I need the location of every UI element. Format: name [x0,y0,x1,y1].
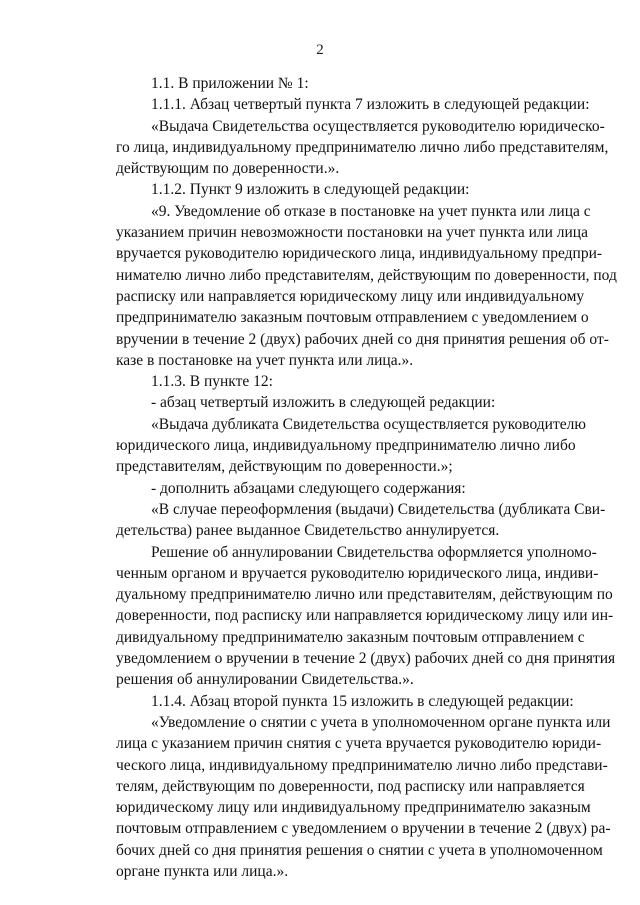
text-line: ческого лица, индивидуальному предпринимателю лично либо представи- [116,756,608,774]
text-line: 1.1. В приложении № 1: [151,75,309,92]
text-line: расписку или направляется юридическому лицу или индивидуальному [116,287,585,305]
text-line: решения об аннулировании Свидетельства.». [116,671,414,689]
text-line: бочих дней со дня принятия решения о снятии с учета в уполномоченном [116,841,603,859]
text-line: 1.1.2. Пункт 9 изложить в следующей редакции: [151,181,470,199]
text-line: уведомлением о вручении в течение 2 (двух) рабочих дней со дня принятия [116,650,616,668]
text-line: «Уведомление о снятии с учета в уполномоченном органе пункта или [151,713,611,731]
text-line: лица с указанием причин снятия с учета вручается руководителю юриди- [116,735,602,753]
text-line: дуальному предпринимателю лично или представителям, действующим по [116,586,613,604]
text-line: 1.1.4. Абзац второй пункта 15 изложить в следующей редакции: [151,692,574,710]
text-line: «В случае переоформления (выдачи) Свидетельства (дубликата Сви- [151,500,606,518]
text-line: 1.1.3. В пункте 12: [151,373,273,391]
text-line: «9. Уведомление об отказе в постановке на учет пункта или лица с [151,202,591,220]
document-body [116,73,617,882]
text-line: юридическому лицу или индивидуальному предпринимателю заказным [116,799,591,817]
text-line: - дополнить абзацами следующего содержания: [151,479,466,497]
text-line: Решение об аннулировании Свидетельства оформляется уполномо- [151,543,597,561]
text-line: детельства) ранее выданное Свидетельство аннулируется. [116,522,500,540]
text-line: го лица, индивидуальному предпринимателю лично либо представителям, [116,138,609,156]
text-line: представителям, действующим по доверенности.»; [116,458,453,476]
text-line: казе в постановке на учет пункта или лица.». [116,351,414,369]
text-line: указанием причин невозможности постановки на учет пункта или лица [116,224,588,242]
text-line: предпринимателю заказным почтовым отправлением с уведомлением о [116,309,589,327]
text-line: дивидуальному предпринимателю заказным почтовым отправлением с [116,628,585,646]
text-line: доверенности, под расписку или направляется юридическому лицу или ин- [116,607,614,625]
text-line: - абзац четвертый изложить в следующей редакции: [151,394,496,412]
text-line: нимателю лично либо представителям, действующим по доверенности, под [116,266,617,284]
text-line: телям, действующим по доверенности, под расписку или направляется [116,777,585,795]
page-number: 2 [316,42,324,58]
text-line: почтовым отправлением с уведомлением о вручении в течение 2 (двух) ра- [116,820,611,838]
text-line: юридического лица, индивидуальному предпринимателю лично либо [116,437,576,455]
text-line: вручении в течение 2 (двух) рабочих дней со дня принятия решения об от- [116,330,609,348]
text-line: ченным органом и вручается руководителю юридического лица, индиви- [116,564,599,582]
text-line: органе пункта или лица.». [116,862,289,880]
text-line: вручается руководителю юридического лица, индивидуальному предпри- [116,245,603,263]
text-line: 1.1.1. Абзац четвертый пункта 7 изложить в следующей редакции: [151,96,590,114]
text-line: действующим по доверенности.». [116,160,340,178]
text-line: «Выдача Свидетельства осуществляется руководителю юридическо- [151,117,605,135]
text-line: «Выдача дубликата Свидетельства осуществляется руководителю [151,415,586,433]
